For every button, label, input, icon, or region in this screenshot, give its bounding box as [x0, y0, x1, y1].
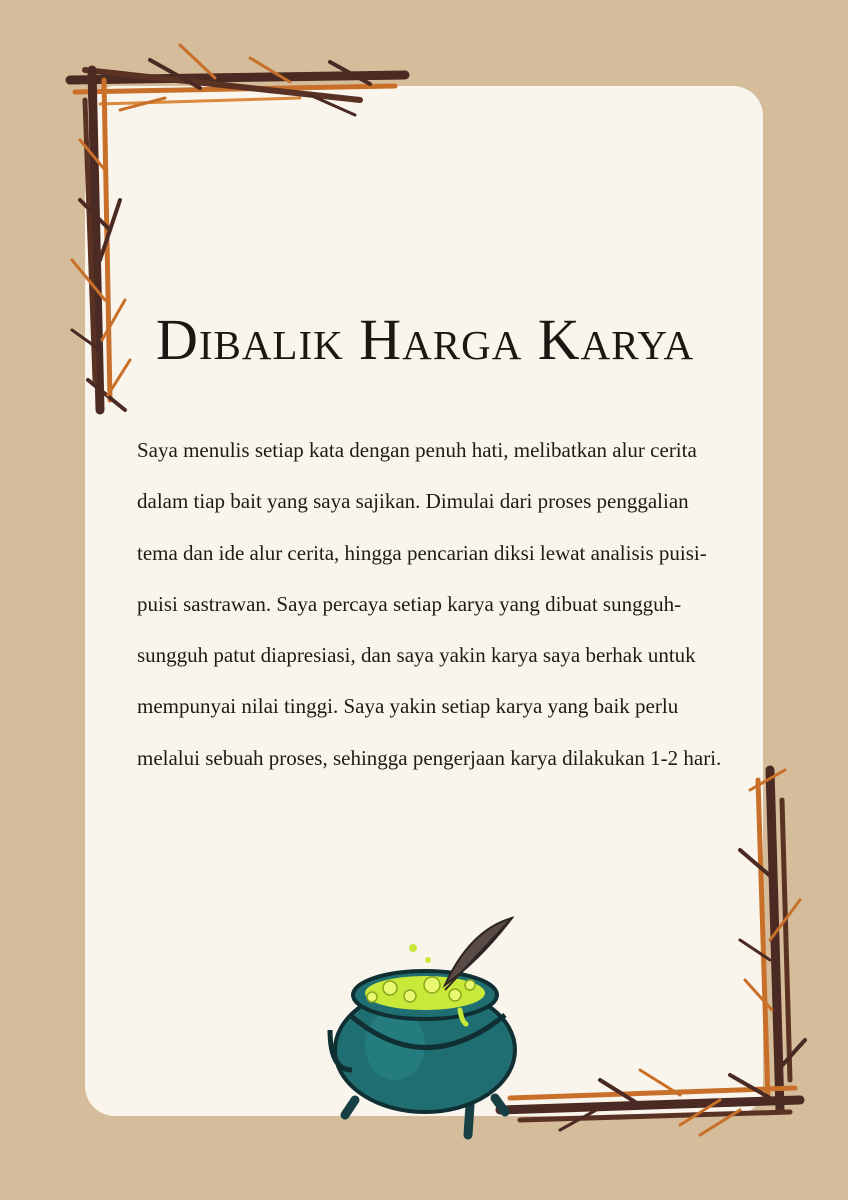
body-paragraph: Saya menulis setiap kata dengan penuh hati, melibatkan alur cerita dalam tiap bait yang saya sajikan. Dimulai dari proses penggalian tema dan ide alur cerita, hingga pencarian diksi lewat analisis puisi-puisi sastrawan. Saya percaya setiap karya yang dibuat sungguh-sungguh patut diapresiasi, dan saya yakin karya saya berhak untuk mempunyai nilai tinggi. Saya yakin setiap karya yang baik perlu melalui sebuah proses, sehingga pengerjaan karya dilakukan 1-2 hari. [137, 438, 722, 770]
page-title: Dibalik Harga Karya [155, 307, 695, 372]
cauldron-icon [330, 944, 515, 1135]
branch-frame-bottom-right [500, 770, 805, 1135]
